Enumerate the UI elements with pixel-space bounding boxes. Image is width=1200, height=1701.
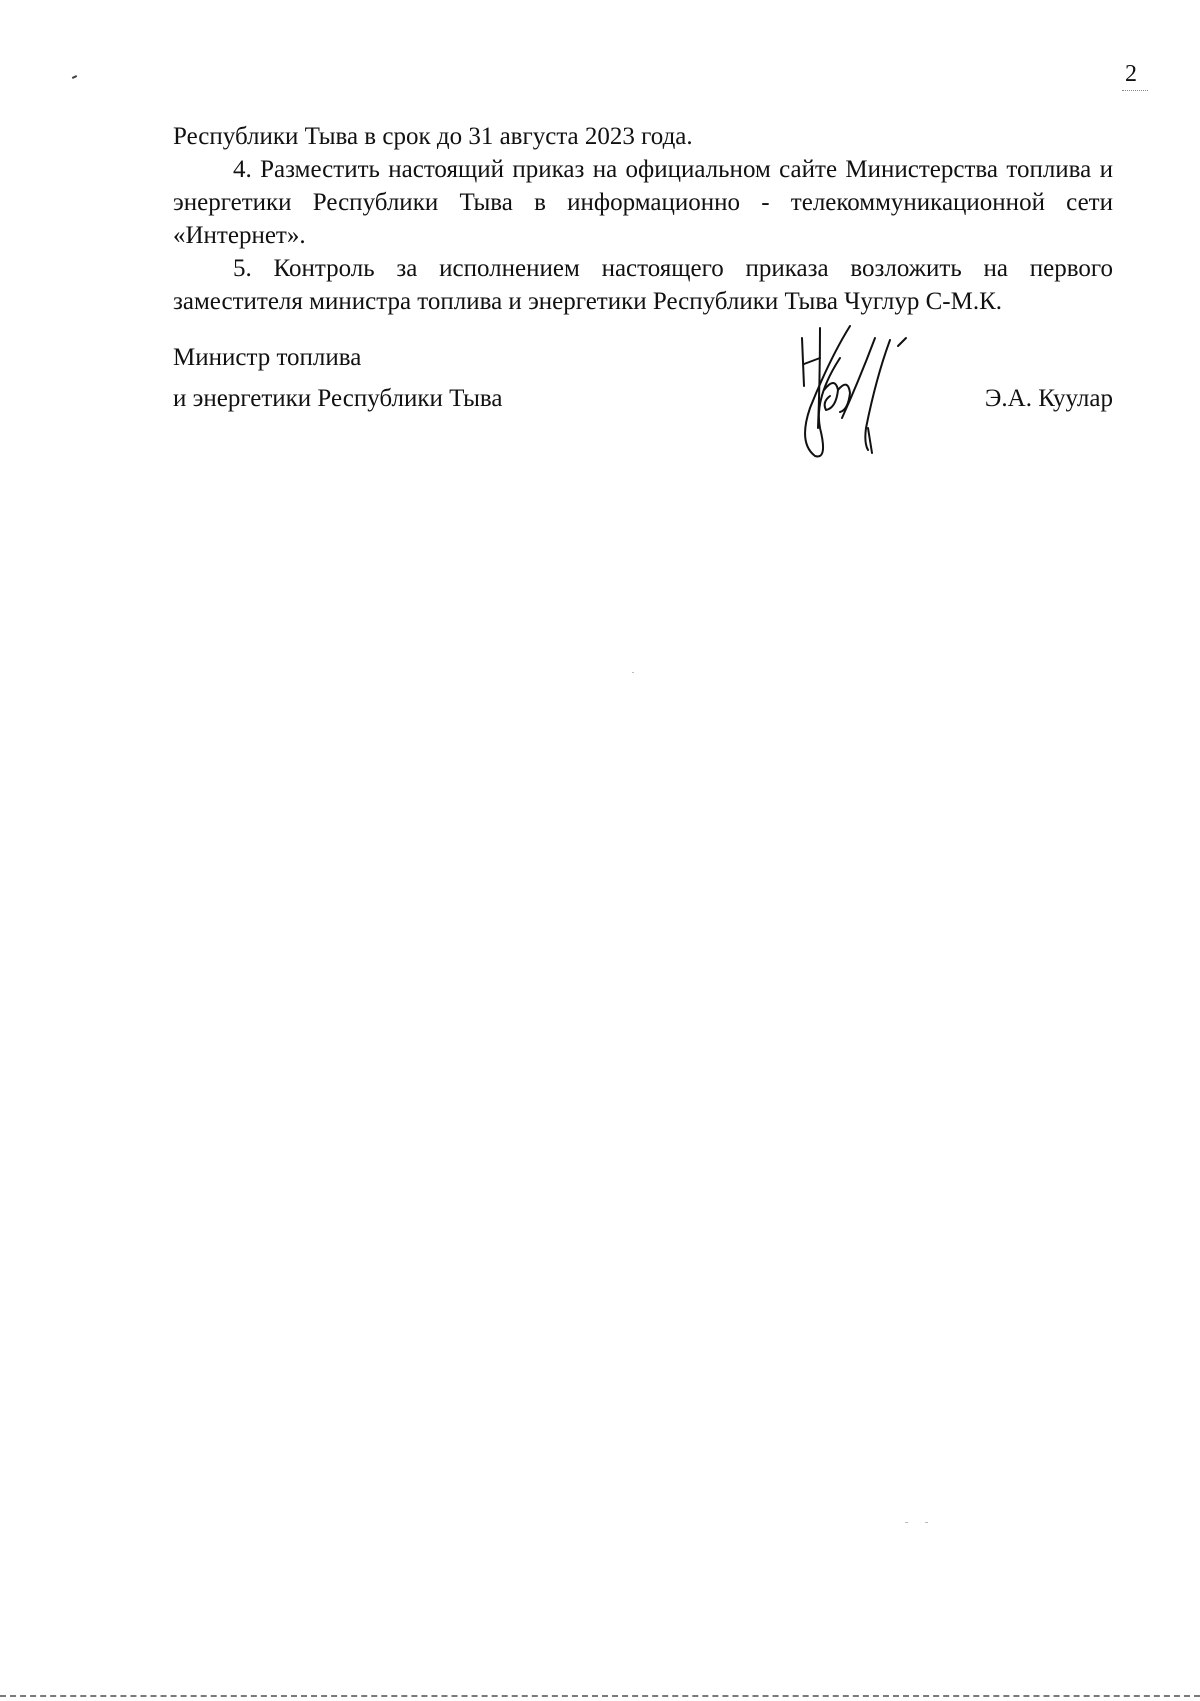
scan-speck	[905, 1522, 908, 1523]
handwritten-signature-icon	[780, 318, 930, 468]
scan-artifact	[72, 75, 77, 79]
paragraph-item-4: 4. Разместить настоящий приказ на официальном сайте Министерства топлива и энергетики Республики Тыва в информационно - телекоммуникационной сети «Интернет».	[173, 156, 1113, 249]
page-number: 2	[1125, 61, 1137, 87]
paragraph-continuation: Республики Тыва в срок до 31 августа 2023 года.	[173, 123, 693, 150]
signer-name: Э.А. Куулар	[984, 385, 1113, 412]
signature-block	[173, 341, 1113, 481]
signer-title-line-2: и энергетики Республики Тыва	[173, 385, 503, 412]
scan-speck	[925, 1522, 928, 1523]
page-number-underline	[1122, 90, 1148, 91]
document-body	[173, 120, 1113, 318]
page-bottom-edge	[0, 1695, 1200, 1697]
scan-speck	[632, 672, 634, 673]
paragraph-item-5: 5. Контроль за исполнением настоящего приказа возложить на первого заместителя министра топлива и энергетики Республики Тыва Чуглур С-М.К.	[173, 255, 1113, 315]
signer-title-line-1: Министр топлива	[173, 344, 362, 371]
